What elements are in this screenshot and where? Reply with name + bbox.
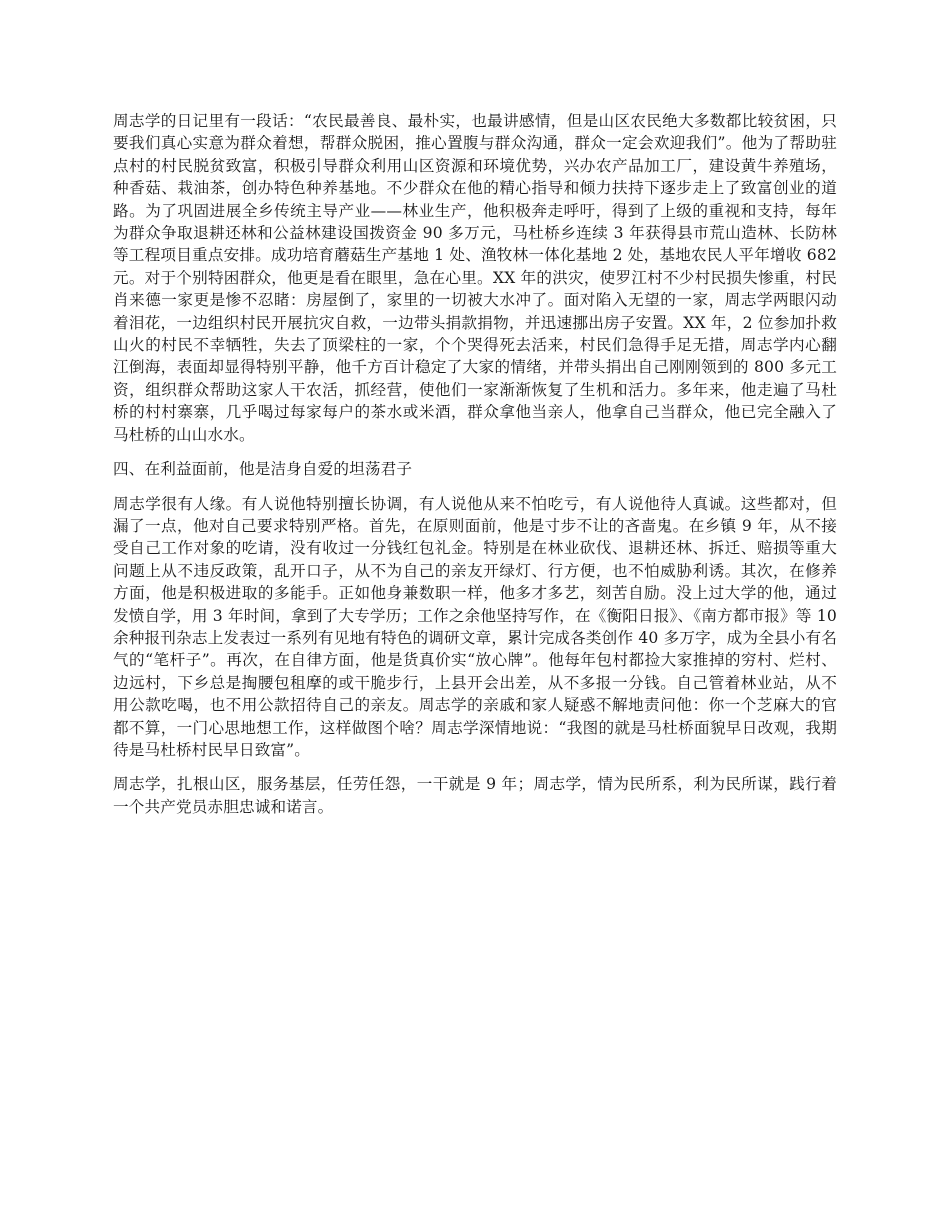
paragraph-3: 周志学，扎根山区，服务基层，任劳任怨，一干就是 9 年；周志学，情为民所系，利为民所谋，践行着一个共产党员赤胆忠诚和诺言。 bbox=[113, 775, 837, 816]
document-body bbox=[113, 110, 837, 830]
paragraph-2: 周志学很有人缘。有人说他特别擅长协调，有人说他从来不怕吃亏，有人说他待人真诚。这些都对，但漏了一点，他对自己要求特别严格。首先，在原则面前，他是寸步不让的吝啬鬼。在乡镇 9 年，从不接受自己工作对象的吃请，没有收过一分钱红包礼金。特别是在林业砍伐、退耕还林、拆迁、赔损等重大问题上从不违反政策，乱开口子，从不为自己的亲友开绿灯、行方便，也不怕威胁利诱。其次，在修养方面，他是积极进取的多能手。正如他身兼数职一样，他多才多艺，刻苦自励。没上过大学的他，通过发愤自学，用 3 年时间，拿到了大专学历；工作之余他坚持写作，在《衡阳日报》、《南方都市报》等 10 余种报刊杂志上发表过一系列有见地有特色的调研文章，累计完成各类创作 40 多万字，成为全县小有名气的“笔杆子”。再次，在自律方面，他是货真价实“放心牌”。他每年包村都捡大家推掉的穷村、烂村、边远村，下乡总是掏腰包租摩的或干脆步行，上县开会出差，从不多报一分钱。自己管着林业站，从不用公款吃喝，也不用公款招待自己的亲友。周志学的亲戚和家人疑惑不解地责问他：你一个芝麻大的官都不算，一门心思地想工作，这样做图个啥？周志学深情地说：“我图的就是马杜桥面貌早日改观，我期待是马杜桥村民早日致富”。 bbox=[113, 494, 837, 759]
paragraph-1: 周志学的日记里有一段话：“农民最善良、最朴实，也最讲感情，但是山区农民绝大多数都比较贫困，只要我们真心实意为群众着想，帮群众脱困，推心置腹与群众沟通，群众一定会欢迎我们”。他为了帮助驻点村的村民脱贫致富，积极引导群众利用山区资源和环境优势，兴办农产品加工厂，建设黄牛养殖场，种香菇、栽油茶，创办特色种养基地。不少群众在他的精心指导和倾力扶持下逐步走上了致富创业的道路。为了巩固进展全乡传统主导产业——林业生产，他积极奔走呼吁，得到了上级的重视和支持，每年为群众争取退耕还林和公益林建设国拨资金 90 多万元，马杜桥乡连续 3 年获得县市荒山造林、长防林等工程项目重点安排。成功培育蘑菇生产基地 1 处、渔牧林一体化基地 2 处，基地农民人平年增收 682 元。对于个别特困群众，他更是看在眼里，急在心里。XX 年的洪灾，使罗江村不少村民损失惨重，村民肖来德一家更是惨不忍睹：房屋倒了，家里的一切被大水冲了。面对陷入无望的一家，周志学两眼闪动着泪花，一边组织村民开展抗灾自救，一边带头捐款捐物，并迅速挪出房子安置。XX 年，2 位参加扑救山火的村民不幸牺牲，失去了顶梁柱的一家，个个哭得死去活来，村民们急得手足无措，周志学内心翻江倒海，表面却显得特别平静，他千方百计稳定了大家的情绪，并带头捐出自己刚刚领到的 800 多元工资，组织群众帮助这家人干农活，抓经营，使他们一家渐渐恢复了生机和活力。多年来，他走遍了马杜桥的村村寨寨，几乎喝过每家每户的茶水或米酒，群众拿他当亲人，他拿自己当群众，他已完全融入了马杜桥的山山水水。 bbox=[113, 112, 837, 444]
section-heading: 四、在利益面前，他是洁身自爱的坦荡君子 bbox=[113, 460, 413, 479]
